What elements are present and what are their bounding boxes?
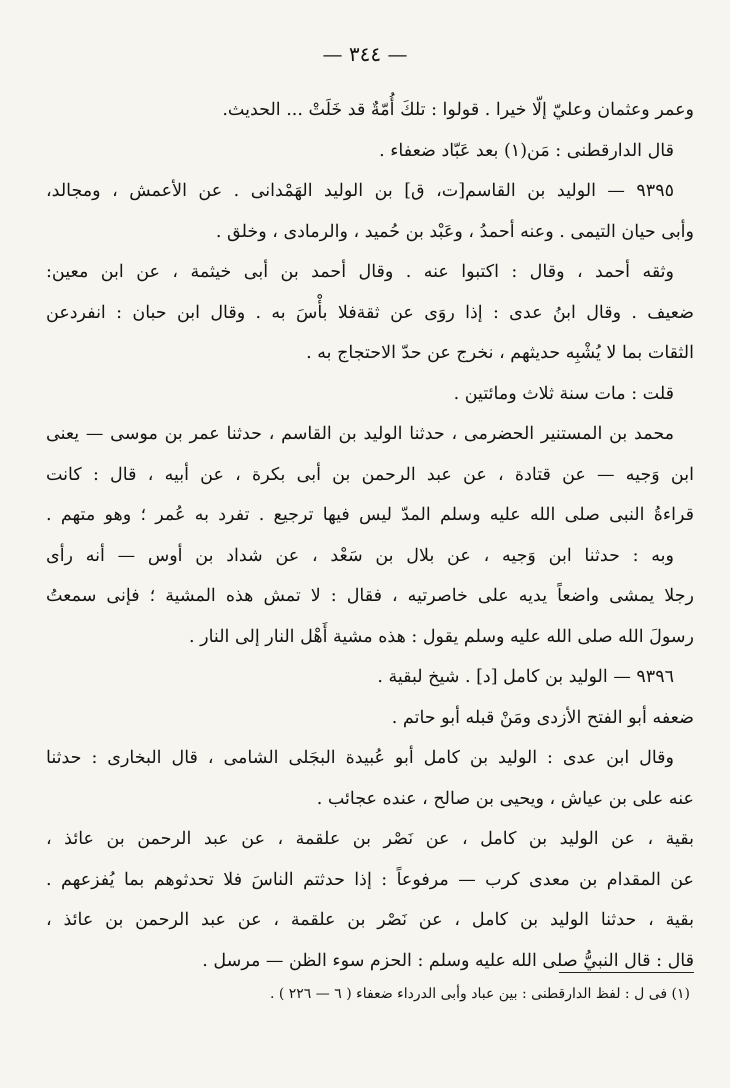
page-number: — ٣٤٤ — (322, 42, 408, 66)
text-line: ابن وَجيه — عن قتادة ، عن عبد الرحمن بن أبى بكرة ، عن أبيه ، قال : كانت (46, 464, 694, 485)
text-line: ضعيف . وقال ابنُ عدى : إذا روَى عن ثقةفلا بأْسَ به . وقال ابن حبان : انفردعن (46, 302, 694, 323)
text-line: رجلا يمشى واضعاً يديه على خاصرتيه ، فقال : لا تمش هذه المشية ؛ فإنى سمعتُ (46, 586, 694, 606)
text-line: ٩٣٩٦ — الوليد بن كامل [د] . شيخ لبقية . (377, 667, 674, 687)
text-line: وبه : حدثنا ابن وَجيه ، عن بلال بن سَعْد ، عن شداد بن أوس — أنه رأى (46, 545, 674, 566)
text-line: قال : قال النبيُّ صلى الله عليه وسلم : الحزم سوء الظن — مرسل . (202, 950, 694, 971)
text-line: وثقه أحمد ، وقال : اكتبوا عنه . وقال أحمد بن أبى خيثمة ، عن ابن معين: (46, 262, 674, 282)
text-line: وقال ابن عدى : الوليد بن كامل أبو عُبيدة البجَلى الشامى ، قال البخارى : حدثنا (46, 748, 674, 768)
text-line: قلت : مات سنة ثلاث ومائتين . (453, 383, 674, 404)
main-text (46, 90, 694, 981)
text-line: ٩٣٩٥ — الوليد بن القاسم[ت، ق] بن الوليد الهَمْدانى . عن الأعمش ، ومجالد، (46, 181, 674, 201)
text-line: وأبى حيان التيمى . وعنه أحمدُ ، وعَبْد بن حُميد ، والرمادى ، وخلق . (215, 221, 694, 242)
text-line: بقية ، حدثنا الوليد بن كامل ، عن نَصْر بن علقمة ، عن عبد الرحمن بن عائذ ، (46, 910, 694, 930)
text-line: قال الدارقطنى : مَن(١) بعد عَبّاد ضعفاء . (379, 140, 674, 161)
text-line: محمد بن المستنير الحضرمى ، حدثنا الوليد بن القاسم ، حدثنا عمر بن موسى — يعنى (46, 424, 674, 444)
footnote: (١) فى ل : لفظ الدارقطنى : بين عباد وأبى الدرداء ضعفاء ( ٦ — ٢٢٦ ) . (269, 986, 690, 1002)
footnote-divider (559, 972, 694, 973)
text-line: رسولَ الله صلى الله عليه وسلم يقول : هذه مشية أَهْل النار إلى النار . (189, 626, 694, 647)
text-line: ضعفه أبو الفتح الأزدى ومَنْ قبله أبو حاتم . (391, 707, 694, 728)
text-line: عنه على بن عياش ، ويحيى بن صالح ، عنده عجائب . (316, 788, 694, 809)
text-line: قراءةُ النبى صلى الله عليه وسلم المدّ ليس فيها ترجيع . تفرد به عُمر ؛ وهو متهم . (46, 505, 694, 525)
text-line: الثقات بما لا يُشْبِه حديثهم ، نخرج عن حدّ الاحتجاج به . (306, 343, 694, 363)
text-line: وعمر وعثمان وعليّ إلّا خيرا . قولوا : تلكَ أُمّةٌ قد خَلَتْ ... الحديث. (222, 100, 694, 120)
text-line: عن المقدام بن معدى كرب — مرفوعاً : إذا حدثتم الناسَ فلا تحدثوهم بما يُفزعهم . (46, 869, 694, 890)
text-line: بقية ، عن الوليد بن كامل ، عن نَصْر بن علقمة ، عن عبد الرحمن بن عائذ ، (46, 829, 694, 849)
